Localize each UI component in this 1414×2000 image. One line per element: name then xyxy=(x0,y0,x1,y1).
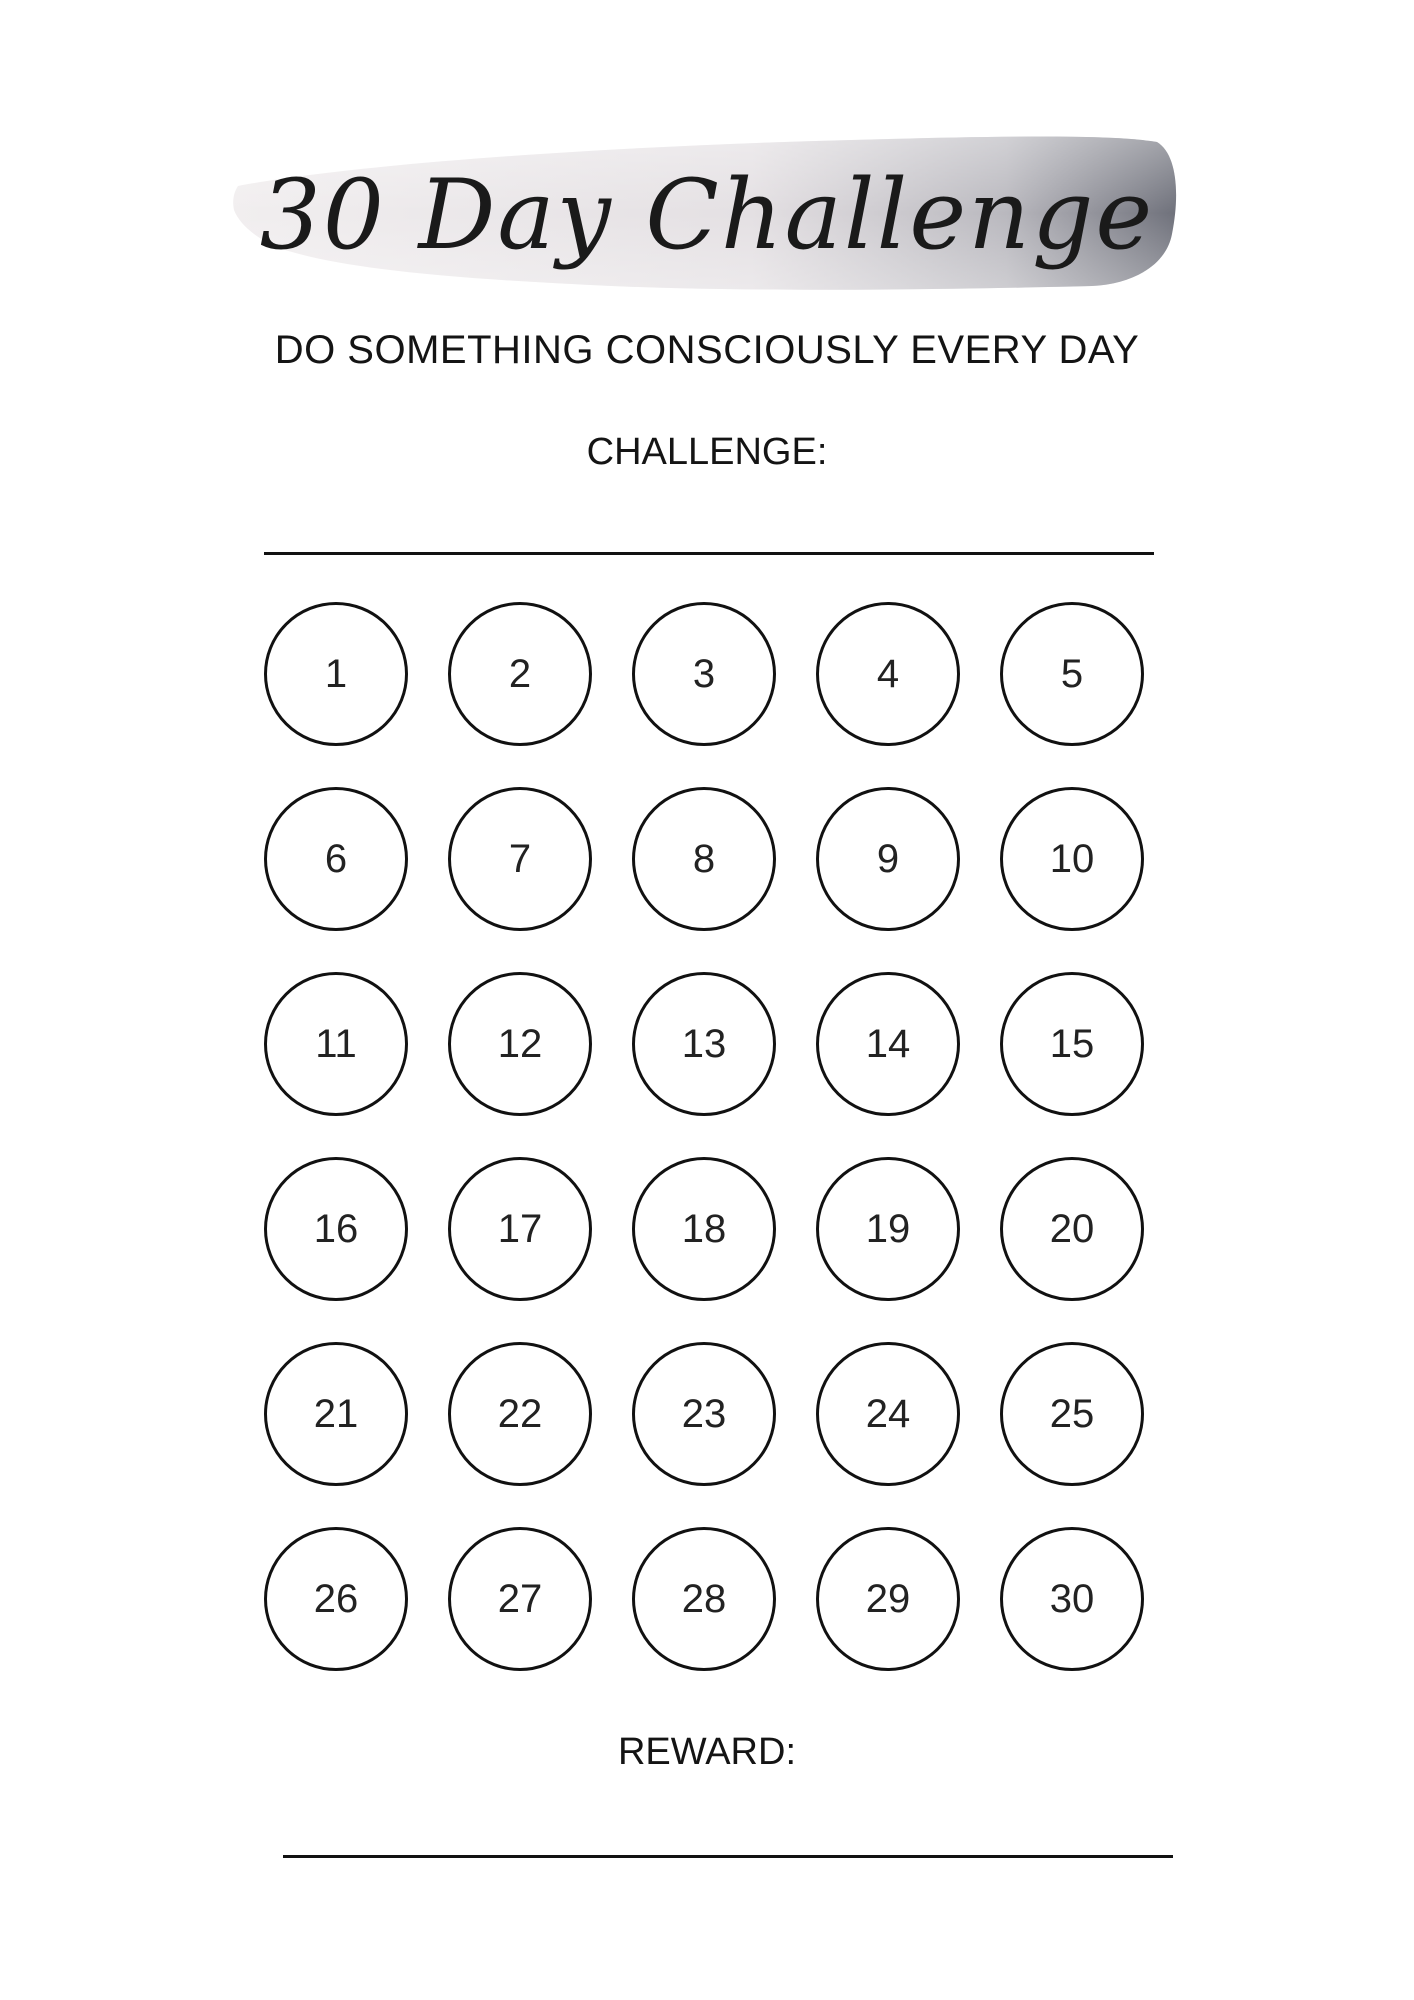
day-circle-4[interactable]: 4 xyxy=(816,602,960,746)
day-circle-18[interactable]: 18 xyxy=(632,1157,776,1301)
day-circle-28[interactable]: 28 xyxy=(632,1527,776,1671)
day-circle-9[interactable]: 9 xyxy=(816,787,960,931)
day-circle-3[interactable]: 3 xyxy=(632,602,776,746)
day-circle-23[interactable]: 23 xyxy=(632,1342,776,1486)
day-circle-30[interactable]: 30 xyxy=(1000,1527,1144,1671)
day-circle-24[interactable]: 24 xyxy=(816,1342,960,1486)
day-circle-22[interactable]: 22 xyxy=(448,1342,592,1486)
day-circle-14[interactable]: 14 xyxy=(816,972,960,1116)
day-circle-27[interactable]: 27 xyxy=(448,1527,592,1671)
day-circle-6[interactable]: 6 xyxy=(264,787,408,931)
day-circle-16[interactable]: 16 xyxy=(264,1157,408,1301)
day-circle-2[interactable]: 2 xyxy=(448,602,592,746)
reward-write-line[interactable] xyxy=(283,1855,1173,1858)
day-circle-11[interactable]: 11 xyxy=(264,972,408,1116)
day-circle-8[interactable]: 8 xyxy=(632,787,776,931)
subtitle: DO SOMETHING CONSCIOUSLY EVERY DAY xyxy=(274,328,1140,372)
day-circle-25[interactable]: 25 xyxy=(1000,1342,1144,1486)
day-circle-26[interactable]: 26 xyxy=(264,1527,408,1671)
day-circle-21[interactable]: 21 xyxy=(264,1342,408,1486)
challenge-write-line[interactable] xyxy=(264,552,1154,555)
reward-label: REWARD: xyxy=(617,1731,797,1773)
day-tracker-grid xyxy=(264,602,1154,1687)
day-circle-5[interactable]: 5 xyxy=(1000,602,1144,746)
day-circle-19[interactable]: 19 xyxy=(816,1157,960,1301)
day-circle-15[interactable]: 15 xyxy=(1000,972,1144,1116)
day-circle-17[interactable]: 17 xyxy=(448,1157,592,1301)
day-circle-12[interactable]: 12 xyxy=(448,972,592,1116)
day-circle-1[interactable]: 1 xyxy=(264,602,408,746)
day-circle-10[interactable]: 10 xyxy=(1000,787,1144,931)
day-circle-7[interactable]: 7 xyxy=(448,787,592,931)
challenge-label: CHALLENGE: xyxy=(586,431,828,473)
day-circle-29[interactable]: 29 xyxy=(816,1527,960,1671)
day-circle-13[interactable]: 13 xyxy=(632,972,776,1116)
day-circle-20[interactable]: 20 xyxy=(1000,1157,1144,1301)
page-title: 30 Day Challenge xyxy=(259,159,1155,271)
